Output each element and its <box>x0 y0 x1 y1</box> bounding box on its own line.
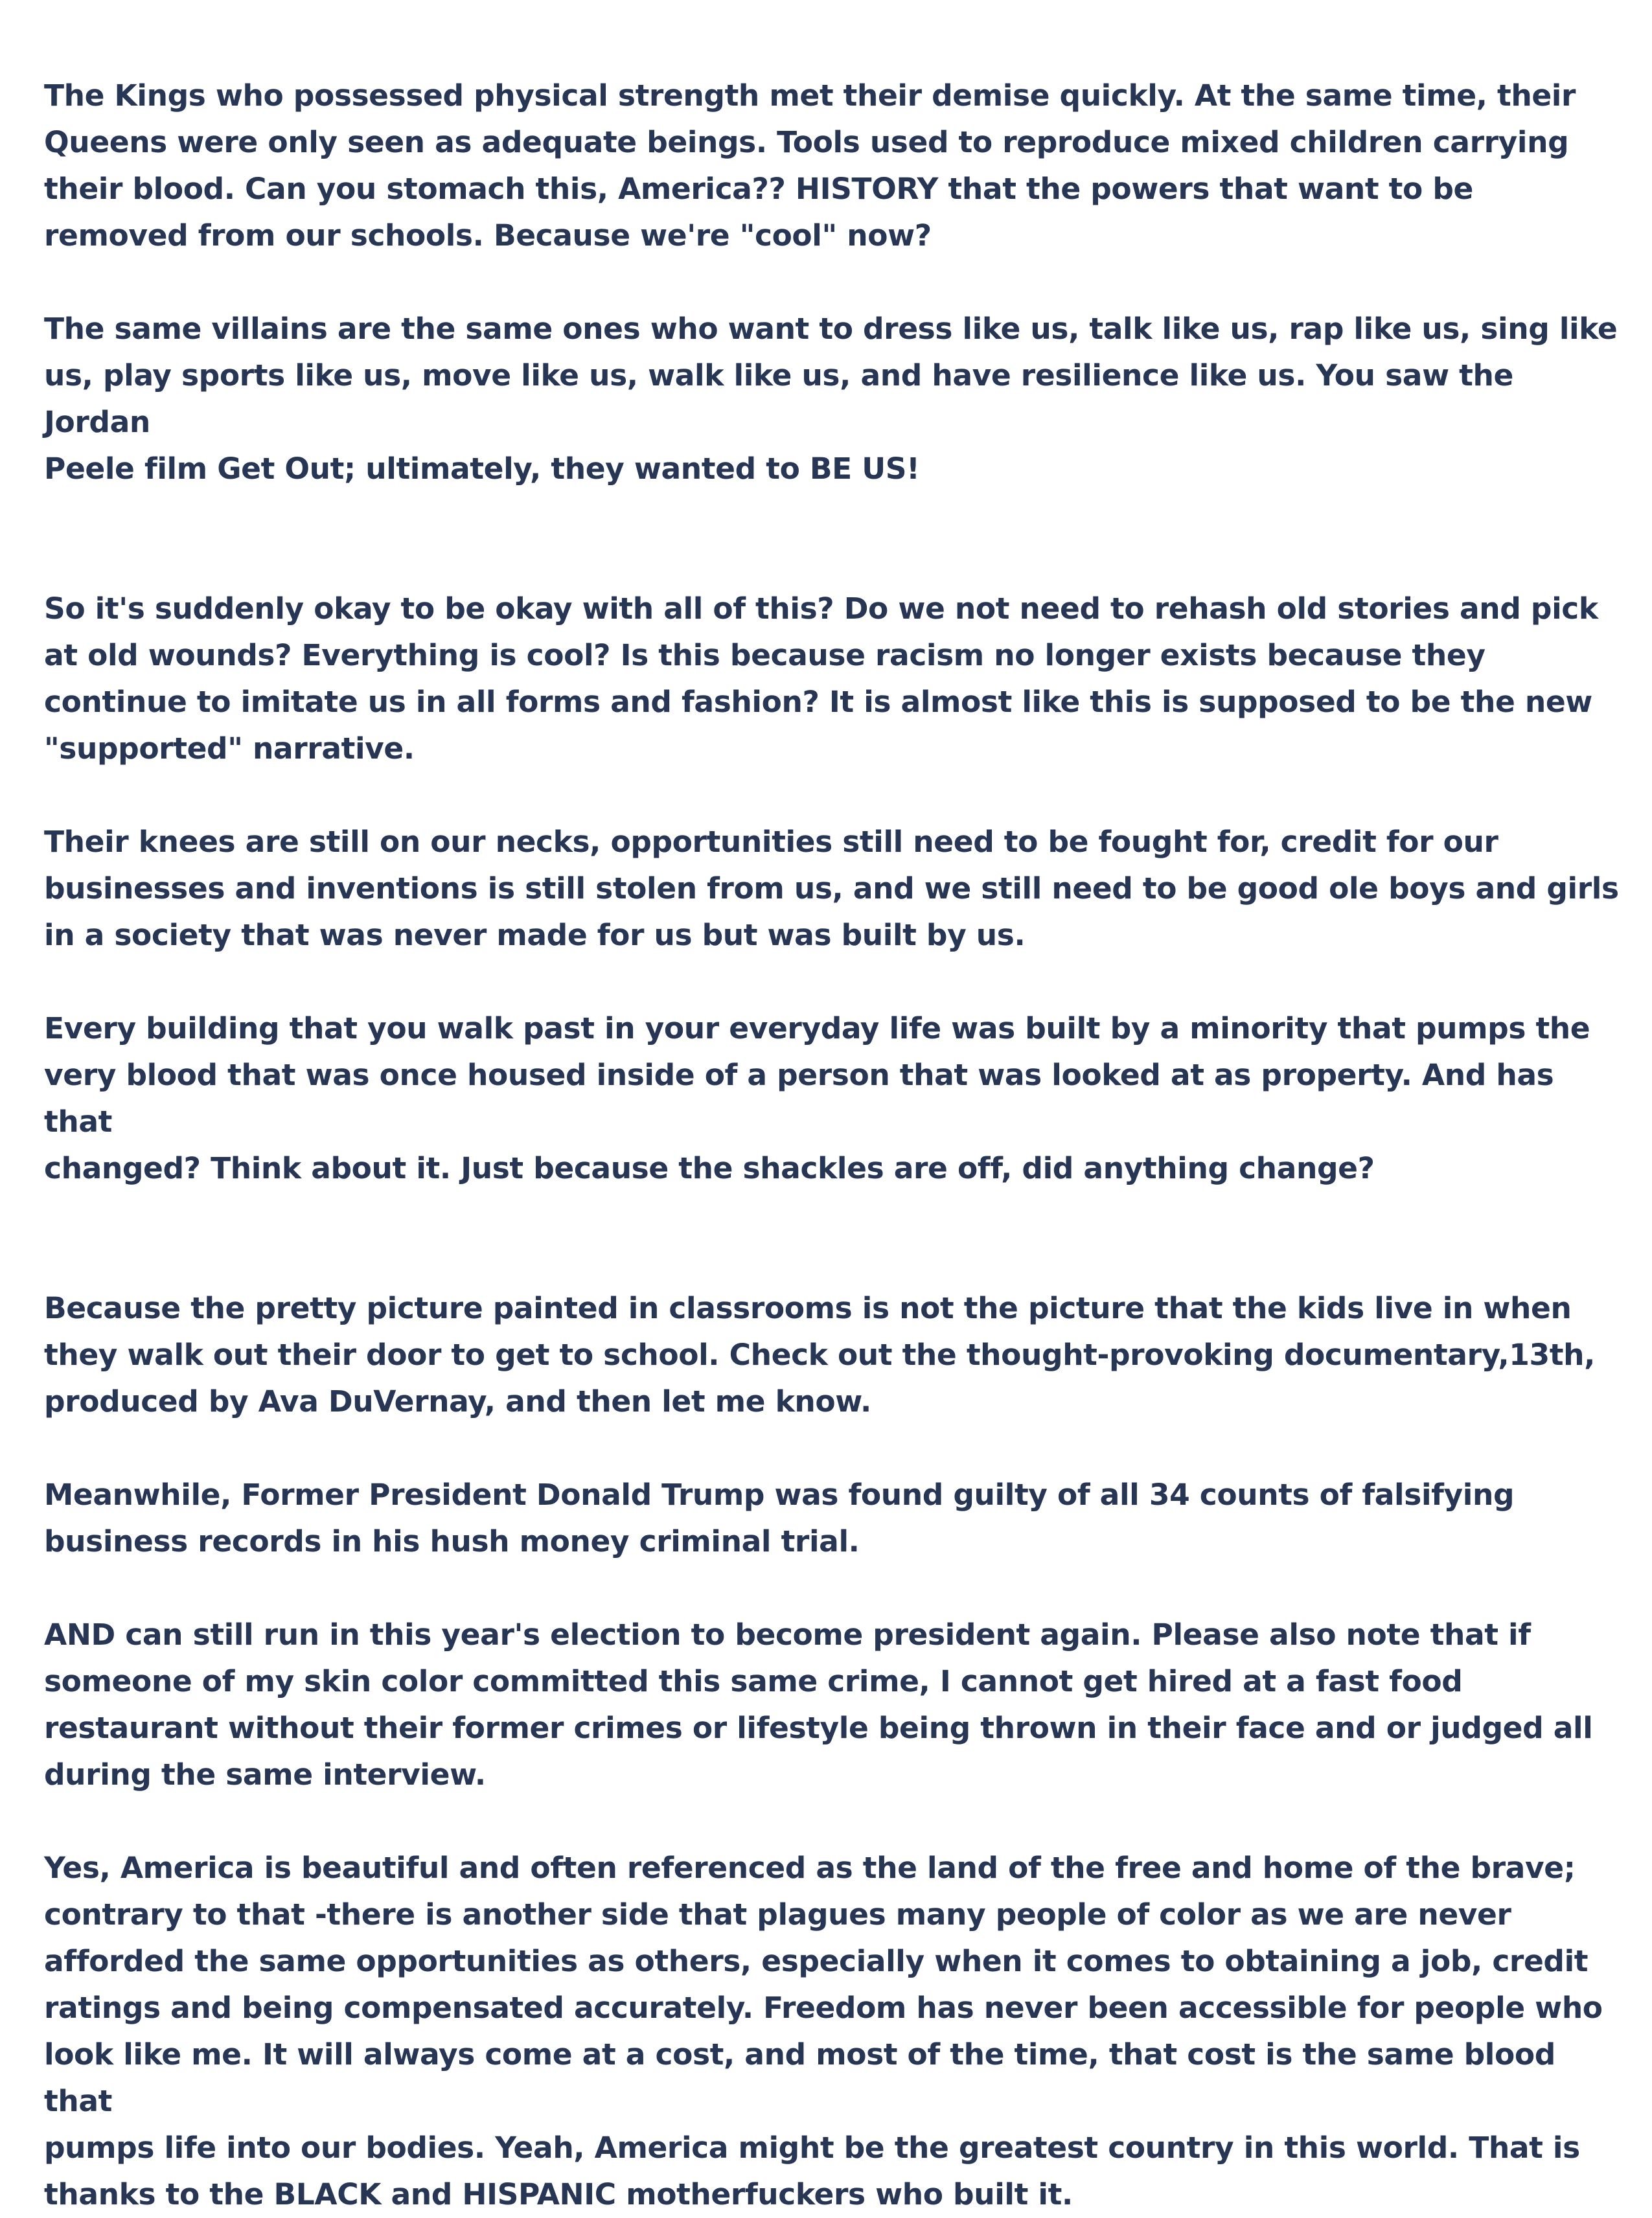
paragraph-america-beautiful: Yes, America is beautiful and often referenced as the land of the free and home of the brave; contrary to that -there is another side that plagues many people of color as we are never afforded the same opportunities as others, especially when it comes to obtaining a job, credit ratings and being compensated accurately. Freedom has never been accessible for people who look like me. It will always come at a cost, and most of the time, that cost is the same blood that pumps life into our bodies. Yeah, America might be the greatest country in this world. That is thanks to the BLACK and HISPANIC motherfuckers who built it. <box>44 1851 1603 2212</box>
paragraph-pretty-picture: Because the pretty picture painted in classrooms is not the picture that the kids live in when they walk out their door to get to school. Check out the thought-provoking documentary,13th, produced by Ava DuVernay, and then let me know. <box>44 1291 1595 1419</box>
paragraph-knees-on-necks: Their knees are still on our necks, opportunities still need to be fought for, credit for our businesses and inventions is still stolen from us, and we still need to be good ole boys and girls in a society that was never made for us but was built by us. <box>44 825 1619 952</box>
paragraph-can-still-run: AND can still run in this year's election to become president again. Please also note that if someone of my skin color committed this same crime, I cannot get hired at a fast food restaurant without their former crimes or lifestyle being thrown in their face and or judged all during the same interview. <box>44 1618 1593 1792</box>
paragraph-meanwhile-trump: Meanwhile, Former President Donald Trump was found guilty of all 34 counts of falsifying business records in his hush money criminal trial. <box>44 1478 1515 1559</box>
paragraph-suddenly-okay: So it's suddenly okay to be okay with all of this? Do we not need to rehash old stories and pick at old wounds? Everything is cool? Is this because racism no longer exists because they continue to imitate us in all forms and fashion? It is almost like this is supposed to be the new "supported" narrative. <box>44 591 1598 766</box>
document-body <box>44 73 1625 2218</box>
paragraph-kings-queens: The Kings who possessed physical strength met their demise quickly. At the same time, their Queens were only seen as adequate beings. Tools used to reproduce mixed children carrying their blood. Can you stomach this, America?? HISTORY that the powers that want to be removed from our schools. Because we're "cool" now? <box>44 78 1576 253</box>
paragraph-every-building: Every building that you walk past in your everyday life was built by a minority that pumps the very blood that was once housed inside of a person that was looked at as property. And has that changed? Think about it. Just because the shackles are off, did anything change? <box>44 1011 1590 1185</box>
paragraph-same-villains: The same villains are the same ones who want to dress like us, talk like us, rap like us, sing like us, play sports like us, move like us, walk like us, and have resilience like us. You saw the Jordan Peele film Get Out; ultimately, they wanted to BE US! <box>44 312 1618 486</box>
